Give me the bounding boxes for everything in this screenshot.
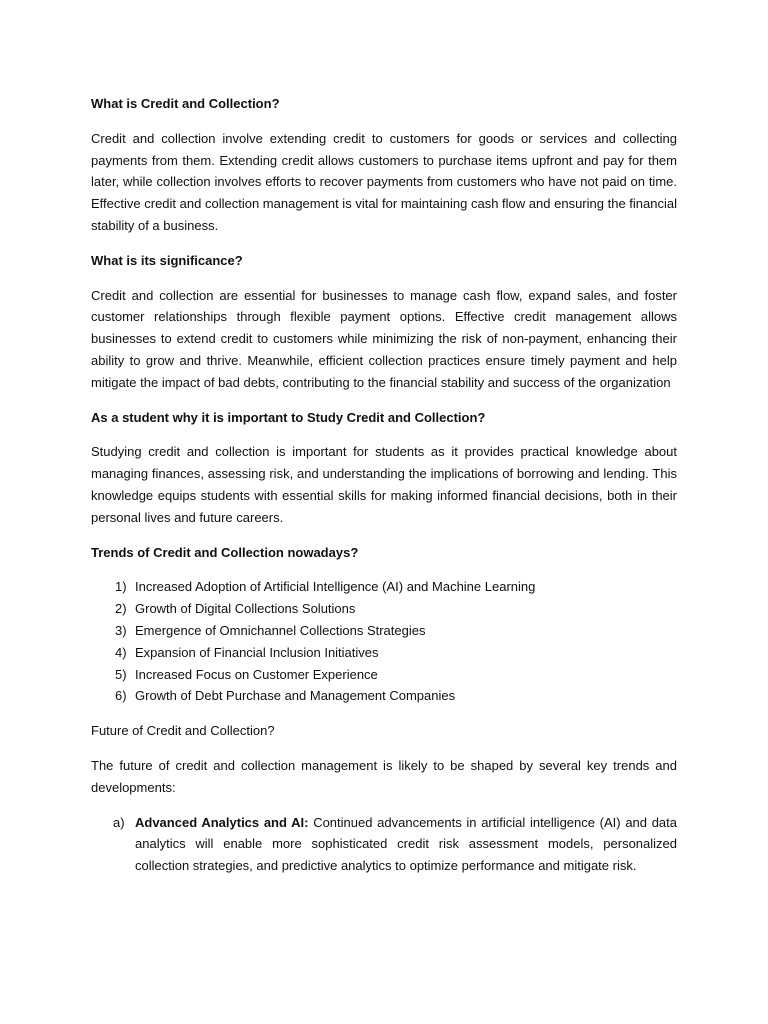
list-item-text: Increased Adoption of Artificial Intelligence (AI) and Machine Learning: [135, 579, 536, 595]
list-item-text: Increased Focus on Customer Experience: [135, 666, 378, 682]
list-item-text: Expansion of Financial Inclusion Initiatives: [135, 644, 379, 660]
paragraph-significance: Credit and collection are essential for businesses to manage cash flow, expand sales, and foster customer relationships through flexible payment options. Effective credit management allows businesses to extend credit to customers while minimizing the risk of non-payment, enhancing their ability to grow and thrive. Meanwhile, efficient collection practices ensure timely payment and help mitigate the impact of bad debts, contributing to the financial stability and success of the organization: [91, 287, 677, 390]
paragraph-what-is-credit: Credit and collection involve extending credit to customers for goods or services and collecting payments from them. Extending credit allows customers to purchase items upfront and pay for them later, while collection involves efforts to recover payments from customers who have not paid on time. Effective credit and collection management is vital for maintaining cash flow and ensuring the financial stability of a business.: [91, 130, 677, 233]
list-marker: 5): [115, 666, 127, 682]
heading-what-is-credit: What is Credit and Collection?: [91, 96, 280, 111]
list-item-text: Growth of Debt Purchase and Management Companies: [135, 688, 456, 704]
list-marker: 4): [115, 644, 127, 660]
heading-student-importance: As a student why it is important to Study Credit and Collection?: [91, 409, 486, 425]
list-marker: 6): [115, 688, 127, 704]
list-item: [91, 685, 677, 707]
paragraph-student-importance: Studying credit and collection is important for students as it provides practical knowledge about managing finances, assessing risk, and understanding the implications of borrowing and lending. This knowledge equips students with essential skills for making informed financial decisions, both in their personal lives and future careers.: [91, 444, 677, 525]
list-item-title: Advanced Analytics and AI:: [135, 814, 309, 830]
heading-significance: What is its significance?: [91, 252, 243, 268]
paragraph-future-intro: The future of credit and collection management is likely to be shaped by several key trends and developments:: [91, 757, 677, 795]
heading-future: Future of Credit and Collection?: [91, 723, 275, 739]
list-marker: 3): [115, 622, 127, 638]
list-item: [91, 664, 677, 686]
list-marker: 1): [115, 579, 127, 595]
future-list: [91, 812, 677, 877]
list-marker: a): [113, 814, 125, 830]
list-item-body: Continued advancements in artificial intelligence (AI) and data analytics will enable more sophisticated credit risk assessment models, personalized collection strategies, and predictive analytics to optimize performance and mitigate risk.: [135, 814, 677, 874]
list-marker: 2): [115, 601, 127, 617]
trends-list: [91, 576, 677, 707]
list-item: [91, 642, 677, 664]
heading-trends: Trends of Credit and Collection nowadays?: [91, 544, 359, 560]
list-item: [91, 812, 677, 877]
list-item: [91, 576, 677, 598]
list-item-text: Emergence of Omnichannel Collections Strategies: [135, 622, 426, 638]
list-item-text: [135, 812, 677, 877]
list-item: [91, 620, 677, 642]
list-item: [91, 598, 677, 620]
list-item-text: Growth of Digital Collections Solutions: [135, 601, 356, 617]
